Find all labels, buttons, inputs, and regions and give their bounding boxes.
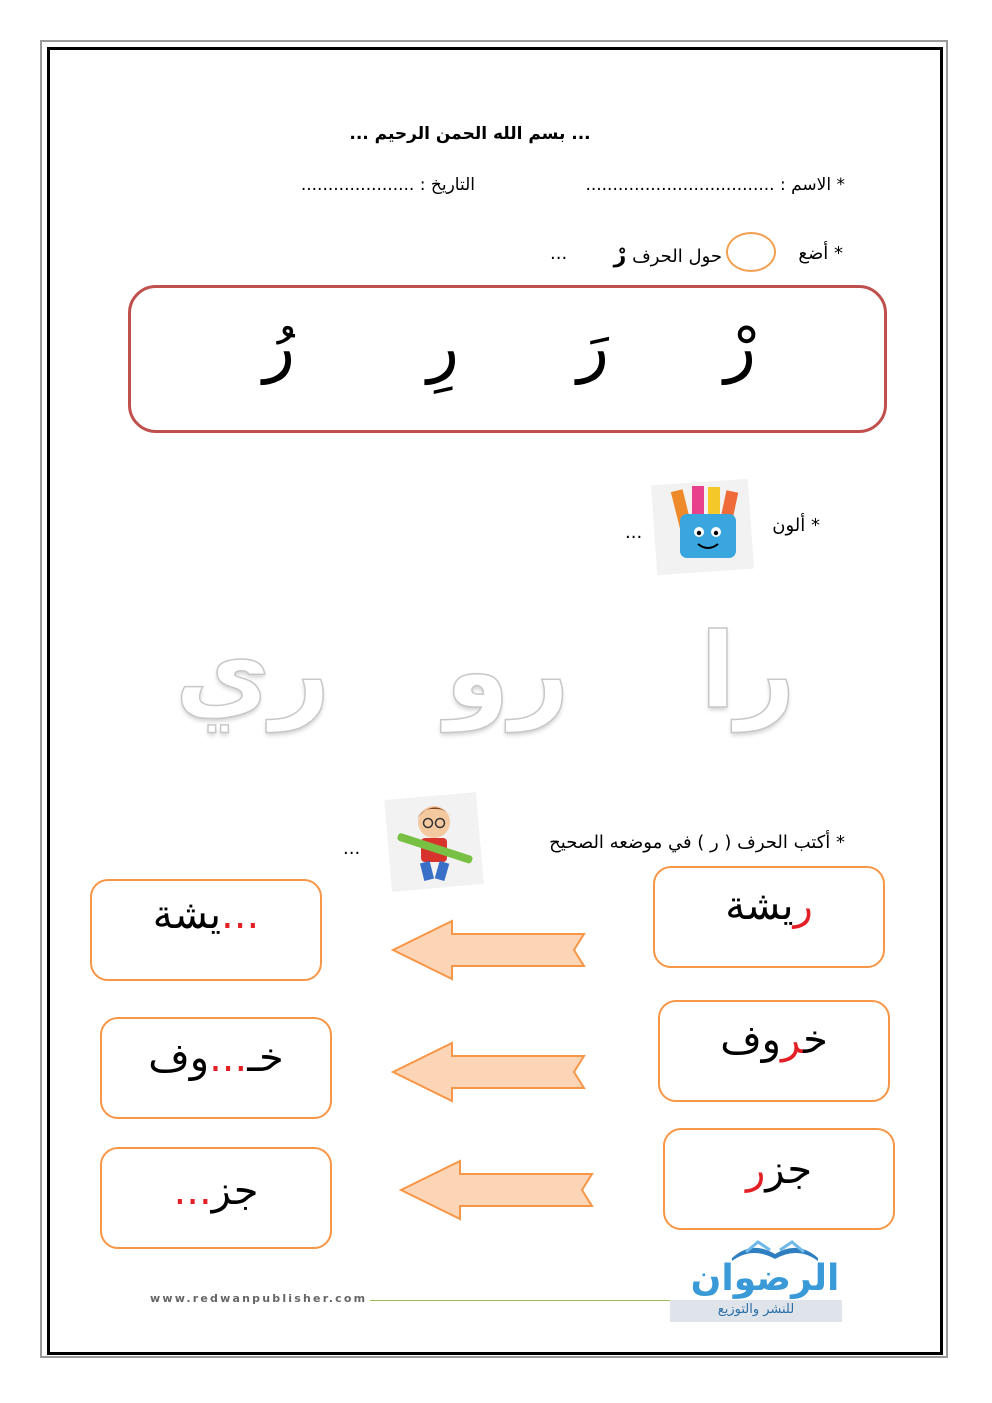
word-full-3-pre: جز — [765, 1147, 813, 1193]
word-full-2-post: وف — [720, 1017, 781, 1063]
word-blank-3-pre: جز — [211, 1168, 259, 1214]
arrow-left-2 — [390, 1040, 586, 1104]
word-full-3-highlight: ر — [745, 1147, 766, 1193]
boy-with-pencil-icon — [384, 792, 484, 892]
word-blank-2-pre: خـ — [247, 1035, 284, 1081]
publisher-logo-tagline: للنشر والتوزيع — [717, 1302, 795, 1317]
word-blank-2[interactable] — [148, 1035, 283, 1081]
publisher-url[interactable]: www.redwanpublisher.com — [150, 1292, 368, 1305]
word-full-1-highlight: ر — [793, 883, 813, 929]
word-blank-1-rest: يشة — [152, 892, 222, 938]
word-full-1 — [725, 883, 813, 929]
word-box-full-1 — [653, 866, 885, 968]
name-field[interactable]: * الاسم : ................................... — [585, 175, 845, 195]
word-full-1-rest: يشة — [725, 883, 794, 929]
q1-middle-text: حول الحرف — [632, 246, 722, 267]
word-blank-1-highlight: ... — [221, 892, 260, 938]
q2-label: * ألون — [772, 515, 820, 536]
q1-suffix: ... — [550, 243, 568, 264]
word-full-2-pre: خ — [803, 1017, 828, 1063]
q3-label: * أكتب الحرف ( ر ) في موضعه الصحيح — [549, 832, 845, 853]
word-blank-2-highlight: ... — [209, 1035, 248, 1081]
syllable-ra-ya[interactable]: ري — [175, 610, 331, 732]
q1-target-letter: رْ — [613, 243, 627, 268]
word-box-blank-1[interactable] — [90, 879, 322, 981]
word-box-full-3 — [663, 1128, 895, 1230]
arrow-left-1 — [390, 918, 586, 982]
word-box-blank-3[interactable] — [100, 1147, 332, 1249]
word-blank-3[interactable] — [174, 1168, 259, 1214]
letter-ra-fatha[interactable]: رَ — [577, 308, 609, 385]
syllable-ra-waw[interactable]: رو — [445, 610, 570, 732]
word-blank-3-highlight: ... — [173, 1168, 212, 1214]
word-box-blank-2[interactable] — [100, 1017, 332, 1119]
q1-prefix: * أضع — [798, 243, 843, 264]
word-box-full-2 — [658, 1000, 890, 1102]
q3-dots: ... — [343, 838, 361, 859]
letter-ra-sukun[interactable]: رْ — [724, 308, 756, 385]
q2-dots: ... — [625, 522, 643, 543]
circle-icon — [726, 232, 776, 272]
syllable-ra-alef[interactable]: را — [700, 610, 796, 732]
publisher-logo-name: الرضوان — [690, 1258, 840, 1299]
bismillah-heading: ... بسم الله الحمن الرحيم ... — [349, 124, 591, 144]
footer-divider — [370, 1300, 680, 1301]
word-blank-2-post: وف — [148, 1035, 210, 1081]
word-blank-1[interactable] — [153, 892, 259, 938]
letter-ra-damma[interactable]: رُ — [263, 308, 295, 385]
q1-instruction — [610, 243, 722, 268]
pencils-cup-icon — [650, 478, 755, 576]
word-full-2 — [720, 1017, 828, 1063]
date-field[interactable]: التاريخ : ..................... — [300, 175, 475, 195]
arrow-left-3 — [398, 1158, 594, 1222]
word-full-2-highlight: ر — [780, 1017, 804, 1063]
letter-ra-kasra[interactable]: رِ — [427, 308, 459, 385]
word-full-3 — [746, 1147, 812, 1193]
